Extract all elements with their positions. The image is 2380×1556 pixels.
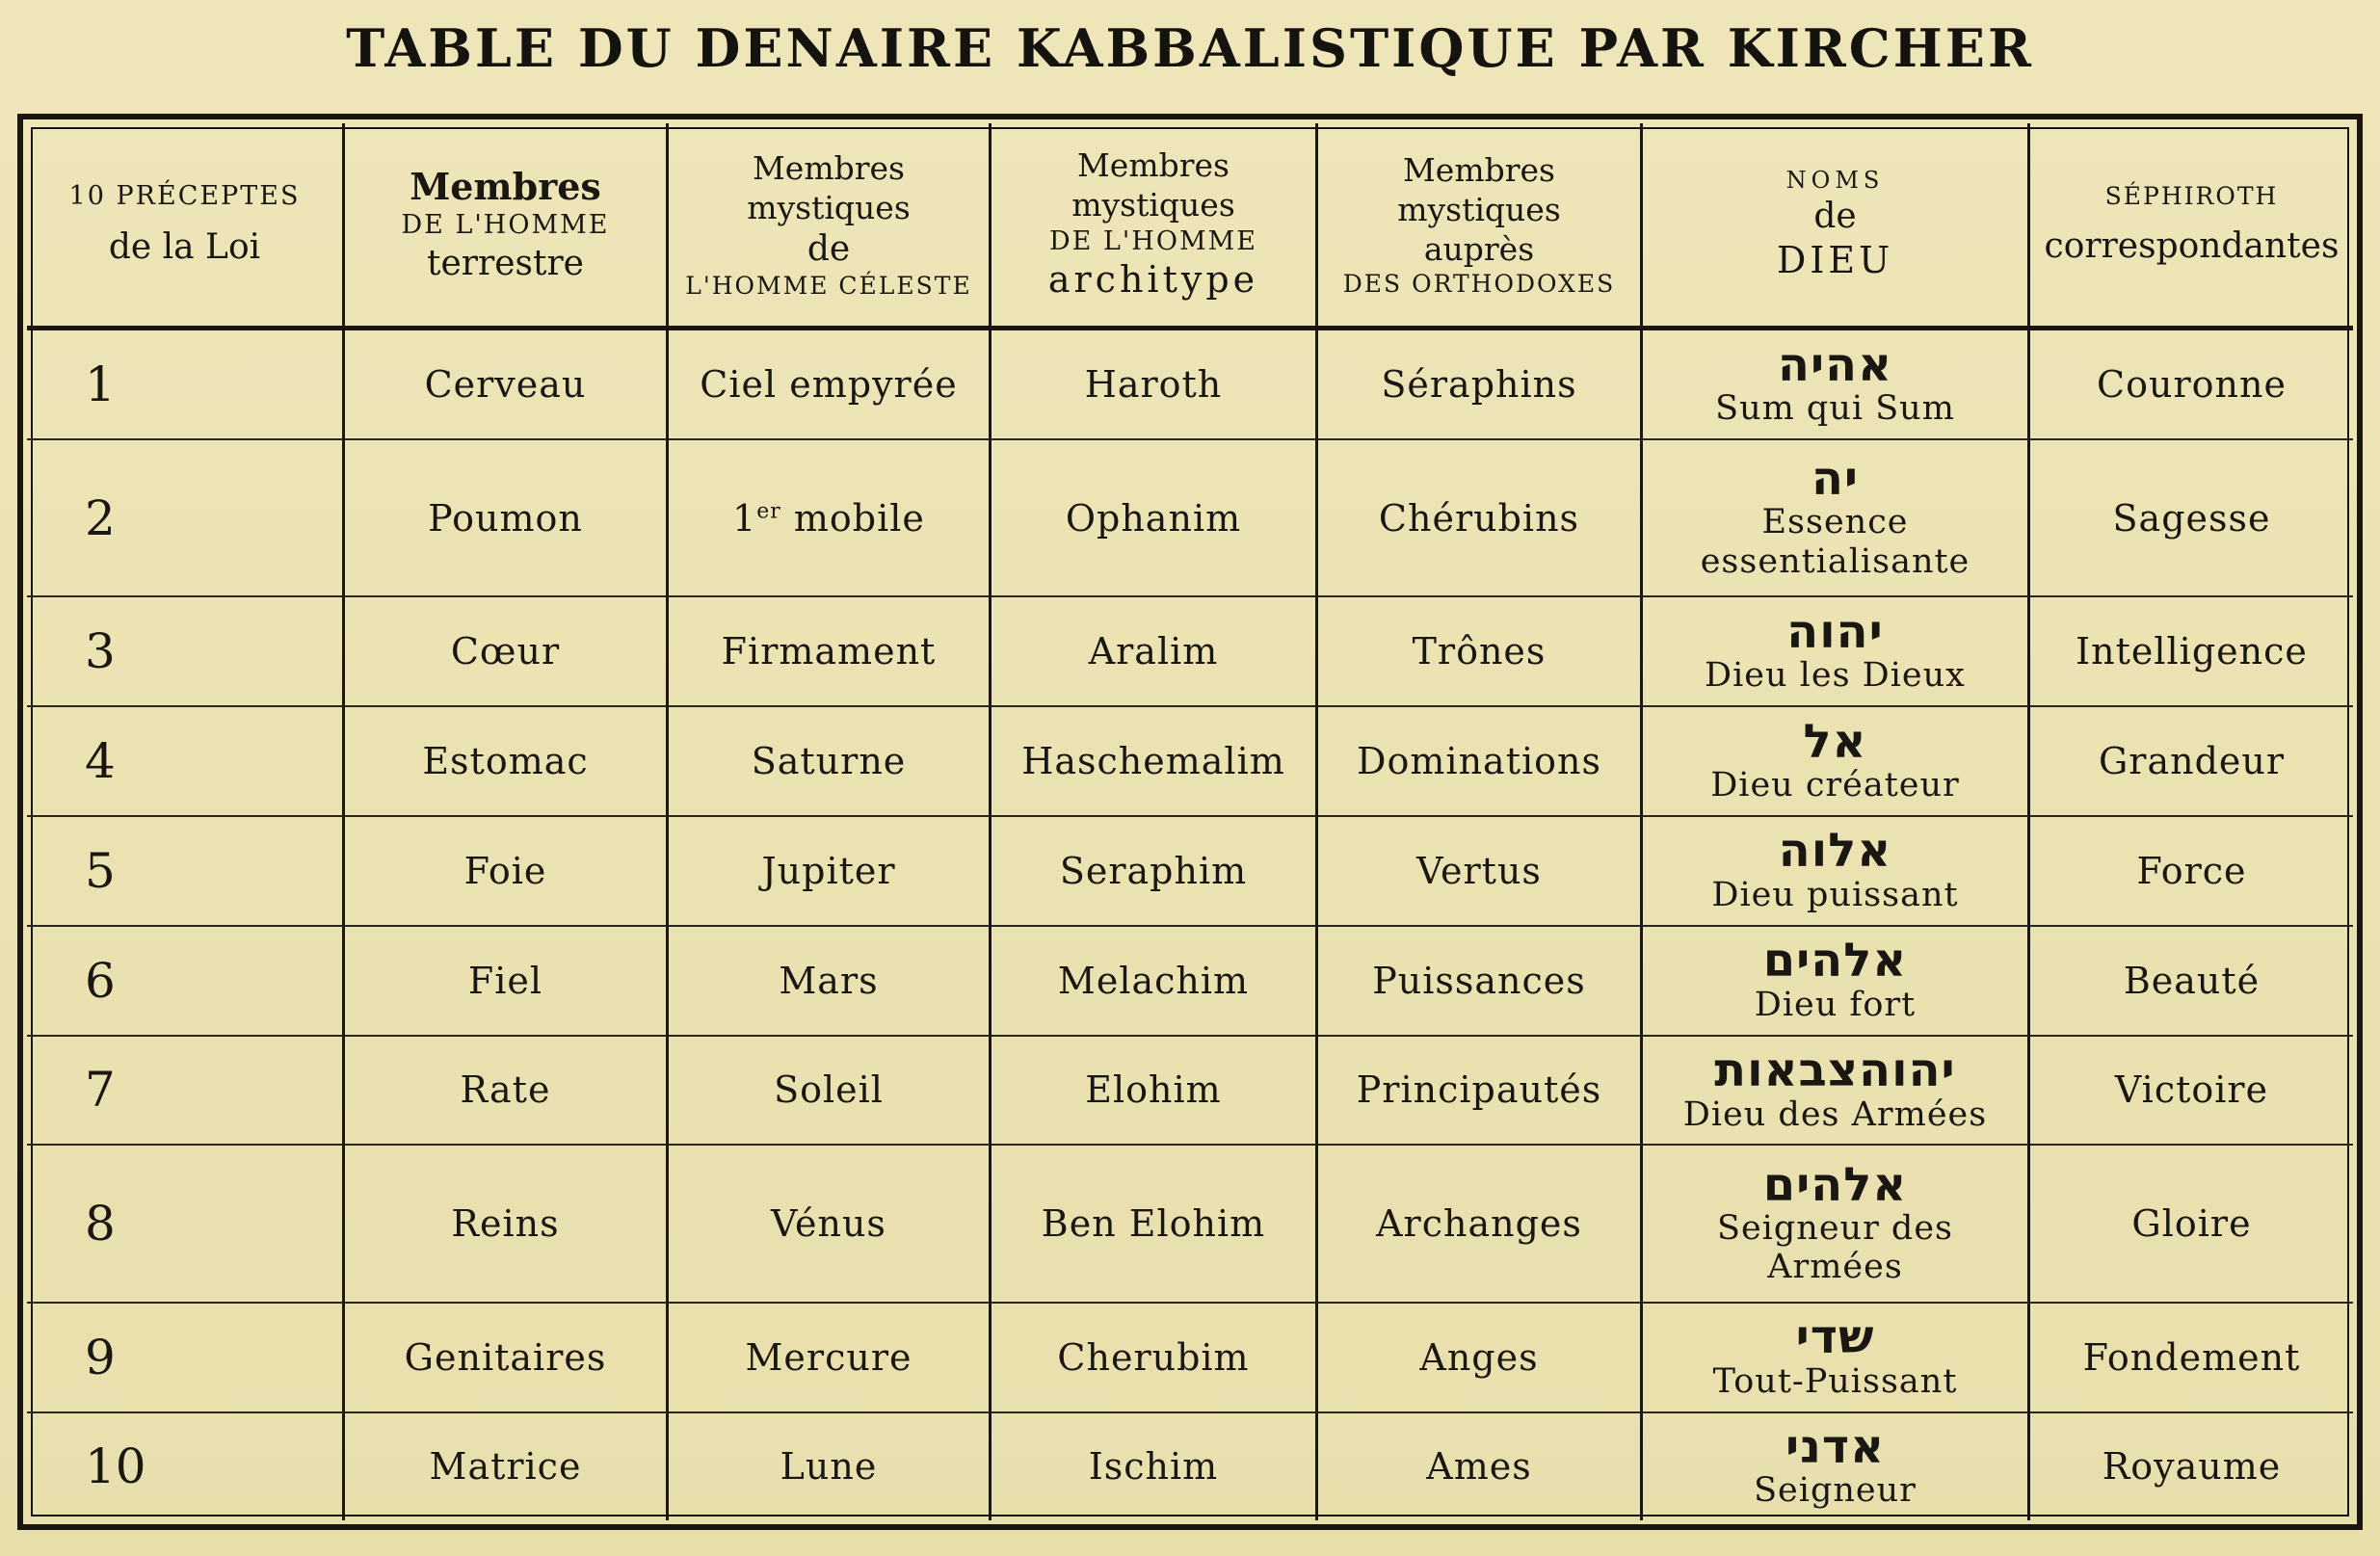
table-row (27, 1413, 2353, 1520)
table-row (27, 927, 2353, 1037)
header-orthodoxes-line3: DES ORTHODOXES (1342, 270, 1616, 299)
header-sephiroth (2030, 123, 2353, 330)
sephira: Fondement (2030, 1304, 2353, 1413)
membre-orthodoxe: Trônes (1318, 597, 1643, 707)
header-architype-line1: Membres mystiques (1071, 146, 1235, 224)
hebrew-name: יהוה (1786, 604, 1884, 659)
nom-de-dieu (1643, 817, 2030, 927)
membre-architype: Ophanim (992, 440, 1318, 597)
membre-celeste (669, 927, 992, 1037)
sephira: Couronne (2030, 330, 2353, 440)
header-orthodoxes-line2: auprès (1423, 230, 1535, 268)
membre-celeste (669, 707, 992, 817)
table-row (27, 330, 2353, 440)
header-celeste-line2: de (807, 229, 851, 270)
header-architype-line2: DE L'HOMME (1049, 225, 1257, 256)
precepte-number: 5 (27, 817, 345, 927)
header-celeste-line3: L'HOMME CÉLESTE (685, 272, 972, 301)
membre-orthodoxe: Puissances (1318, 927, 1643, 1037)
header-preceptes-line1: 10 PRÉCEPTES (68, 180, 301, 211)
nom-de-dieu (1643, 707, 2030, 817)
hebrew-name: אלהים (1762, 934, 1908, 989)
header-noms (1643, 123, 2030, 330)
membre-celeste (669, 597, 992, 707)
hebrew-name: אל (1803, 714, 1867, 769)
name-translation: Essence essentialisante (1700, 503, 1970, 581)
nom-de-dieu (1643, 927, 2030, 1037)
membre-celeste (669, 817, 992, 927)
precepte-number: 6 (27, 927, 345, 1037)
header-orthodoxes-line1: Membres mystiques (1397, 150, 1561, 228)
precepte-number: 7 (27, 1037, 345, 1147)
header-preceptes (27, 123, 345, 330)
membre-orthodoxe: Chérubins (1318, 440, 1643, 597)
header-celeste (669, 123, 992, 330)
nom-de-dieu (1643, 330, 2030, 440)
sephira: Gloire (2030, 1146, 2353, 1303)
header-architype-line3: architype (1047, 258, 1259, 302)
membre-celeste (669, 1304, 992, 1413)
hebrew-name: שדי (1795, 1310, 1875, 1365)
hebrew-name: אלהים (1762, 1157, 1908, 1212)
name-translation: Dieu des Armées (1682, 1094, 1988, 1134)
membre-celeste (669, 1037, 992, 1147)
table-row (27, 1146, 2353, 1303)
table-title: TABLE DU DENAIRE KABBALISTIQUE PAR KIRCHER (346, 17, 2034, 79)
nom-de-dieu (1643, 1146, 2030, 1303)
sephira: Grandeur (2030, 707, 2353, 817)
table-row (27, 707, 2353, 817)
membre-terrestre: Matrice (345, 1413, 669, 1520)
membre-terrestre: Foie (345, 817, 669, 927)
membre-celeste-text: Vénus (771, 1202, 886, 1246)
header-row (27, 123, 2353, 330)
membre-architype: Aralim (992, 597, 1318, 707)
membre-celeste-text: Lune (780, 1445, 878, 1489)
membre-terrestre: Cerveau (345, 330, 669, 440)
table-row (27, 1037, 2353, 1147)
membre-orthodoxe: Anges (1318, 1304, 1643, 1413)
membre-celeste-text: Jupiter (761, 849, 896, 892)
header-terrestre-line3: terrestre (427, 244, 584, 284)
membre-terrestre: Genitaires (345, 1304, 669, 1413)
precepte-number: 3 (27, 597, 345, 707)
table-body (27, 330, 2353, 1520)
membre-celeste (669, 440, 992, 597)
kabbalistic-table (27, 123, 2353, 1520)
membre-architype: Ischim (992, 1413, 1318, 1520)
table-row (27, 817, 2353, 927)
header-noms-line1: NOMS (1785, 166, 1885, 194)
membre-celeste (669, 330, 992, 440)
membre-celeste-text: 1 (732, 496, 757, 540)
membre-celeste-text: Firmament (721, 630, 937, 673)
hebrew-name: יהוהצבאות (1714, 1043, 1956, 1098)
precepte-number: 9 (27, 1304, 345, 1413)
header-celeste-line1: Membres mystiques (747, 148, 911, 226)
nom-de-dieu (1643, 440, 2030, 597)
sephira: Force (2030, 817, 2353, 927)
precepte-number: 4 (27, 707, 345, 817)
membre-orthodoxe: Dominations (1318, 707, 1643, 817)
membre-celeste-text: Soleil (774, 1068, 884, 1112)
nom-de-dieu (1643, 597, 2030, 707)
precepte-number: 2 (27, 440, 345, 597)
header-noms-line3: DIEU (1776, 238, 1894, 281)
membre-terrestre: Reins (345, 1146, 669, 1303)
membre-celeste-text: Saturne (751, 739, 907, 782)
sephira: Sagesse (2030, 440, 2353, 597)
sephira: Royaume (2102, 1445, 2282, 1489)
name-translation: Dieu créateur (1710, 765, 1960, 804)
sephira: Beauté (2030, 927, 2353, 1037)
precepte-number: 1 (27, 330, 345, 440)
name-translation: Sum qui Sum (1715, 388, 1955, 428)
membre-celeste-text: Mars (779, 959, 879, 1002)
membre-orthodoxe: Vertus (1318, 817, 1643, 927)
membre-celeste-text: Mercure (745, 1335, 912, 1379)
nom-de-dieu (1643, 1413, 2030, 1520)
nom-de-dieu (1643, 1304, 2030, 1413)
hebrew-name: יה (1811, 452, 1860, 507)
header-terrestre (345, 123, 669, 330)
table-row (27, 597, 2353, 707)
membre-terrestre: Poumon (345, 440, 669, 597)
hebrew-name: אהיה (1777, 337, 1893, 392)
membre-architype: Melachim (992, 927, 1318, 1037)
membre-terrestre: Rate (345, 1037, 669, 1147)
precepte-number: 8 (27, 1146, 345, 1303)
membre-architype: Elohim (992, 1037, 1318, 1147)
membre-architype: Haroth (992, 330, 1318, 440)
header-orthodoxes (1318, 123, 1643, 330)
membre-celeste (669, 1146, 992, 1303)
name-translation: Tout-Puissant (1712, 1361, 1958, 1401)
header-terrestre-line1: Membres (410, 164, 601, 208)
membre-architype: Cherubim (992, 1304, 1318, 1413)
header-noms-line2: de (1813, 196, 1857, 236)
table-row (27, 1304, 2353, 1413)
precepte-number: 10 (27, 1413, 345, 1520)
name-translation: Seigneur (1754, 1471, 1917, 1511)
name-translation: Dieu fort (1754, 985, 1917, 1024)
hebrew-name: אלוה (1778, 824, 1892, 879)
membre-orthodoxe: Principautés (1318, 1037, 1643, 1147)
name-translation: Seigneur des Armées (1716, 1208, 1954, 1287)
membre-celeste (669, 1413, 992, 1520)
header-sephiroth-line1: SÉPHIROTH (2104, 181, 2279, 210)
membre-orthodoxe: Séraphins (1318, 330, 1643, 440)
header-sephiroth-line2: correspondantes (2044, 226, 2340, 267)
header-terrestre-line2: DE L'HOMME (401, 210, 610, 241)
membre-terrestre: Cœur (345, 597, 669, 707)
membre-terrestre: Fiel (345, 927, 669, 1037)
header-architype (992, 123, 1318, 330)
membre-celeste-text: Ciel empyrée (700, 362, 958, 406)
membre-architype: Haschemalim (992, 707, 1318, 817)
membre-terrestre: Estomac (345, 707, 669, 817)
membre-architype: Ben Elohim (992, 1146, 1318, 1303)
nom-de-dieu (1643, 1037, 2030, 1147)
membre-celeste-superscript: er (756, 498, 781, 523)
name-translation: Dieu puissant (1711, 875, 1959, 914)
name-translation: Dieu les Dieux (1705, 656, 1966, 696)
sephira: Victoire (2030, 1037, 2353, 1147)
membre-architype: Seraphim (992, 817, 1318, 927)
membre-orthodoxe: Ames (1318, 1413, 1643, 1520)
membre-celeste-rest: mobile (780, 496, 925, 540)
membre-orthodoxe: Archanges (1318, 1146, 1643, 1303)
table-row (27, 440, 2353, 597)
sephira: Intelligence (2030, 597, 2353, 707)
hebrew-name: אדני (1785, 1419, 1886, 1474)
header-preceptes-line2: de la Loi (108, 227, 261, 268)
